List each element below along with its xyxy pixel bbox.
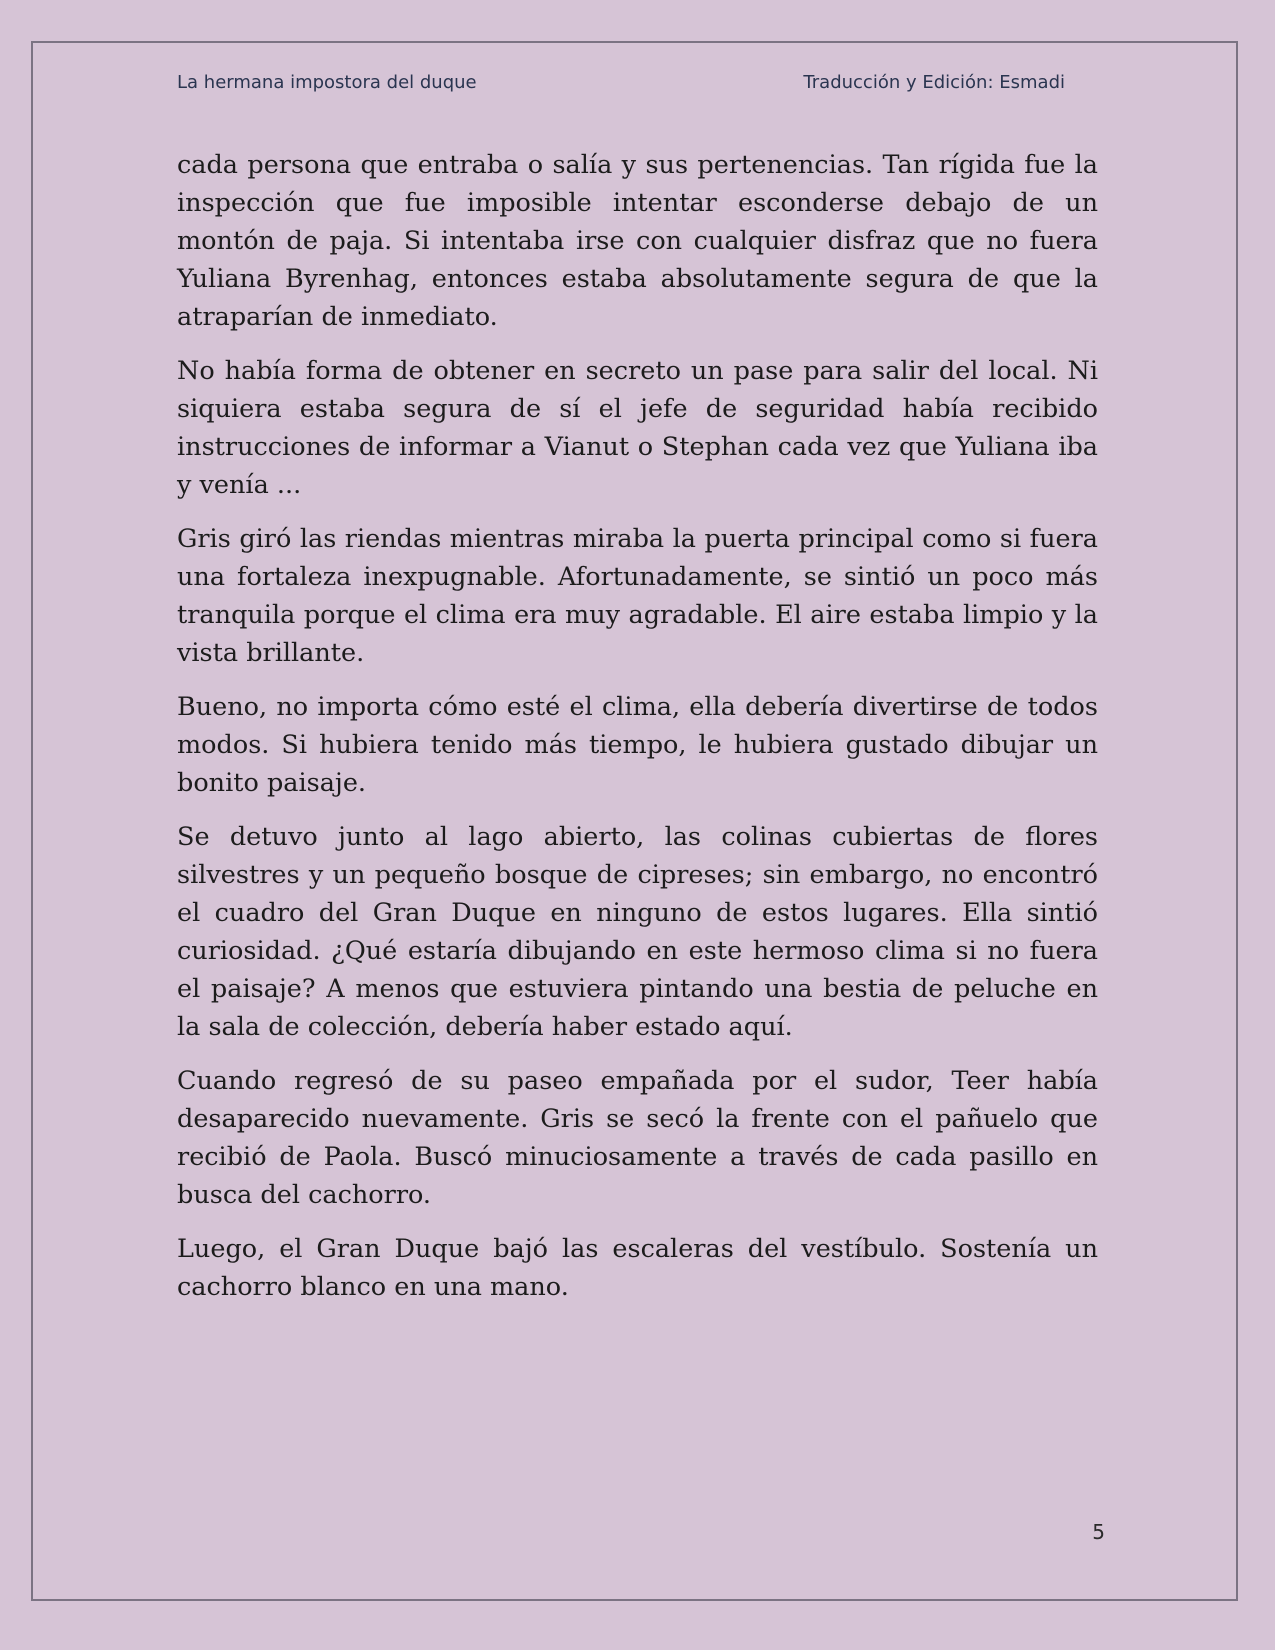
page-number: 5 xyxy=(1092,1520,1105,1544)
paragraph: Bueno, no importa cómo esté el clima, ella debería divertirse de todos modos. Si hubiera tenido más tiempo, le hubiera gustado dibujar un bonito paisaje. xyxy=(177,692,1098,798)
header-book-title: La hermana impostora del duque xyxy=(177,72,477,93)
paragraph: Gris giró las riendas mientras miraba la puerta principal como si fuera una fortaleza inexpugnable. Afortunadamente, se sintió un poco más tranquila porque el clima era muy agradable. El aire estaba limpio y la vista brillante. xyxy=(177,524,1098,668)
paragraph: Cuando regresó de su paseo empañada por el sudor, Teer había desaparecido nuevamente. Gris se secó la frente con el pañuelo que recibió de Paola. Buscó minuciosamente a través de cada pasillo en busca del cachorro. xyxy=(177,1066,1098,1210)
paragraph: cada persona que entraba o salía y sus pertenencias. Tan rígida fue la inspección que fue imposible intentar esconderse debajo de un montón de paja. Si intentaba irse con cualquier disfraz que no fuera Yuliana Byrenhag, entonces estaba absolutamente segura de que la atraparían de inmediato. xyxy=(177,150,1098,332)
running-header xyxy=(177,72,1065,102)
paragraph: Se detuvo junto al lago abierto, las colinas cubiertas de flores silvestres y un pequeño bosque de cipreses; sin embargo, no encontró el cuadro del Gran Duque en ninguno de estos lugares. Ella sintió curiosidad. ¿Qué estaría dibujando en este hermoso clima si no fuera el paisaje? A menos que estuviera pintando una bestia de peluche en la sala de colección, debería haber estado aquí. xyxy=(177,822,1098,1042)
document-body xyxy=(177,146,1098,1322)
paragraph: No había forma de obtener en secreto un pase para salir del local. Ni siquiera estaba segura de sí el jefe de seguridad había recibido instrucciones de informar a Vianut o Stephan cada vez que Yuliana iba y venía ... xyxy=(177,356,1098,500)
header-translation-credit: Traducción y Edición: Esmadi xyxy=(803,72,1065,93)
paragraph: Luego, el Gran Duque bajó las escaleras del vestíbulo. Sostenía un cachorro blanco en una mano. xyxy=(177,1234,1098,1302)
